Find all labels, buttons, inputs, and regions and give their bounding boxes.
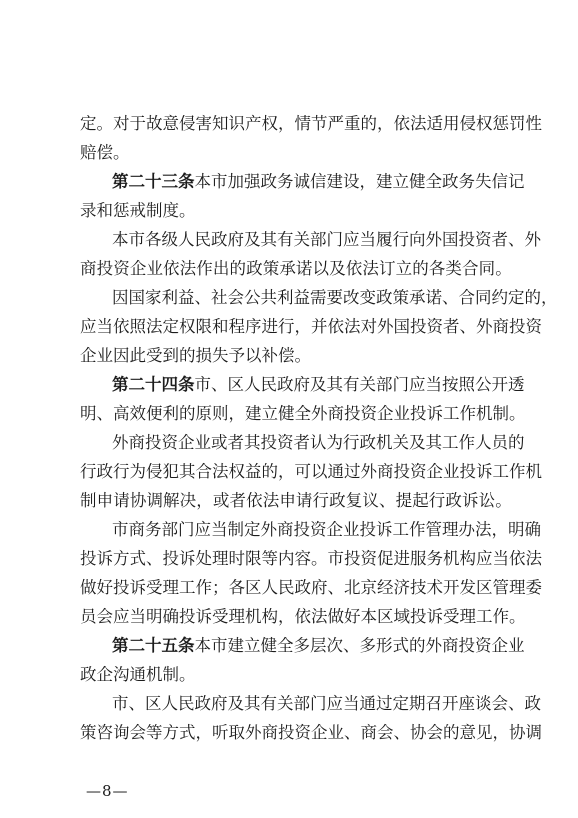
article-number: 第二十五条 <box>112 636 195 655</box>
paragraph-line: 本 市 各 级 人 民 政 府 及 其 有 关 部 门 应 当 履 行 向 外 国 投 资 者 、 外 <box>112 230 541 249</box>
paragraph-line: 做 好 投 诉 受 理 工 作 ； 各 区 人 民 政 府 、 北 京 经 济 技 术 开 发 区 管 理 委 <box>80 578 542 597</box>
paragraph-line: 投 诉 方 式 、 投 诉 处 理 时 限 等 内 容 。 市 投 资 促 进 服 务 机 构 应 当 依 法 <box>80 549 542 568</box>
article-25-heading-line <box>112 636 525 658</box>
paragraph-line: 行 政 行 为 侵 犯 其 合 法 权 益 的 ， 可 以 通 过 外 商 投 资 企 业 投 诉 工 作 机 <box>80 462 542 481</box>
article-24-heading-line <box>112 375 525 397</box>
paragraph-line: 市 、 区 人 民 政 府 及 其 有 关 部 门 应 当 通 过 定 期 召 开 座 谈 会 、 政 <box>112 694 541 713</box>
paragraph-line: 应 当 依 照 法 定 权 限 和 程 序 进 行 ， 并 依 法 对 外 国 投 资 者 、 外 商 投 资 <box>80 317 542 336</box>
paragraph-line: 市 商 务 部 门 应 当 制 定 外 商 投 资 企 业 投 诉 工 作 管 理 办 法 ， 明 确 <box>112 520 541 539</box>
paragraph-line: 策 咨 询 会 等 方 式 ， 听 取 外 商 投 资 企 业 、 商 会 、 协 会 的 意 见 ， 协 调 <box>80 723 542 742</box>
paragraph-line: 定 。 对 于 故 意 侵 害 知 识 产 权 ， 情 节 严 重 的 ， 依 法 适 用 侵 权 惩 罚 性 <box>80 114 542 133</box>
paragraph-text: 本 市 建 立 健 全 多 层 次 、 多 形 式 的 外 商 投 资 企 业 <box>194 636 525 655</box>
article-number: 第二十四条 <box>112 375 195 394</box>
paragraph-line: 企业因此受到的损失予以补偿。 <box>80 346 311 365</box>
paragraph-line: 录和惩戒制度。 <box>80 201 196 220</box>
article-23-heading-line <box>112 172 525 194</box>
paragraph-line: 明 、 高 效 便 利 的 原 则 ， 建 立 健 全 外 商 投 资 企 业 投 诉 工 作 机 制 。 <box>80 404 526 423</box>
paragraph-text: 市 、 区 人 民 政 府 及 其 有 关 部 门 应 当 按 照 公 开 透 <box>194 375 525 394</box>
article-number: 第二十三条 <box>112 172 195 191</box>
paragraph-line: 商 投 资 企 业 依 法 作 出 的 政 策 承 诺 以 及 依 法 订 立 的 各 类 合 同 。 <box>80 259 512 278</box>
page-number: —8— <box>86 782 129 800</box>
paragraph-line: 制 申 请 协 调 解 决 ， 或 者 依 法 申 请 行 政 复 议 、 提 起 行 政 诉 讼 。 <box>80 491 512 510</box>
paragraph-line: 外 商 投 资 企 业 或 者 其 投 资 者 认 为 行 政 机 关 及 其 工 作 人 员 的 <box>112 433 525 452</box>
paragraph-line: 政企沟通机制。 <box>80 665 196 684</box>
paragraph-text: 本 市 加 强 政 务 诚 信 建 设 ， 建 立 健 全 政 务 失 信 记 <box>194 172 525 191</box>
paragraph-line: 因 国 家 利 益 、 社 会 公 共 利 益 需 要 改 变 政 策 承 诺 、 合 同 约 定 的 ， <box>112 288 558 307</box>
paragraph-line: 员 会 应 当 明 确 投 诉 受 理 机 构 ， 依 法 做 好 本 区 域 投 诉 受 理 工 作 。 <box>80 607 526 626</box>
paragraph-line: 赔偿。 <box>80 143 130 162</box>
